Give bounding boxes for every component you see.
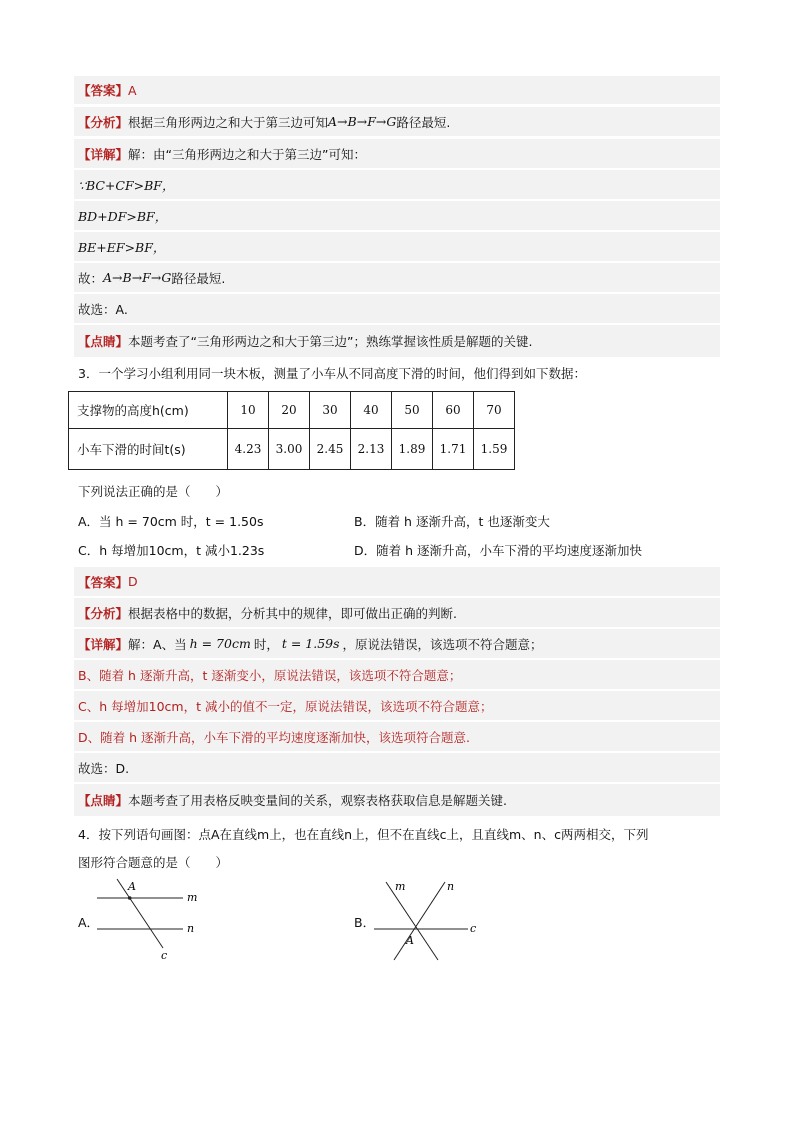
q3-analysis (74, 598, 720, 629)
q3-choice (74, 753, 720, 784)
stem-text: 图形符合题意的是（ ） (78, 855, 229, 870)
conclusion-pre: 故： (78, 270, 104, 286)
analysis-tag: 【分析】 (78, 605, 129, 621)
label-a: A (406, 934, 414, 947)
comment-text: 本题考查了用表格反映变量间的关系，观察表格获取信息是解题关键. (128, 793, 507, 808)
detail-tag: 【详解】 (78, 146, 129, 162)
q3-detail-d (74, 722, 720, 753)
q2-comment (74, 325, 720, 357)
detail-text: 时， (253, 636, 279, 652)
q4-stem-line-1 (74, 820, 720, 848)
label-m: m (395, 880, 406, 893)
detail-text: 解：A、当 (128, 636, 187, 652)
table-row-height (69, 392, 515, 429)
q3-option-b (354, 508, 550, 534)
option-label: A． (78, 915, 100, 930)
option-label: B． (354, 915, 376, 930)
label-c: c (161, 949, 168, 961)
table-cell: 60 (433, 392, 474, 429)
table-header-time: 小车下滑的时间t(s) (69, 429, 228, 470)
conclusion-path: A→B→F→G (103, 270, 172, 285)
q4-stem-line-2 (74, 848, 720, 876)
comment-tag: 【点睛】 (78, 793, 129, 808)
analysis-text: 根据表格中的数据，分析其中的规律，即可做出正确的判断. (128, 605, 457, 621)
q2-conclusion (74, 263, 720, 294)
q2-inequality-2 (74, 201, 720, 232)
choice-text: 故选：D. (78, 760, 130, 776)
q2-choice (74, 294, 720, 325)
option-text: A．当 h = 70cm 时，t = 1.50s (78, 514, 264, 529)
q2-inequality-3 (74, 232, 720, 263)
line-n (394, 882, 445, 960)
table-cell: 1.59 (474, 429, 515, 470)
q2-detail (74, 139, 720, 170)
line-c (117, 879, 163, 948)
q3-detail-c (74, 691, 720, 722)
table-cell: 2.45 (310, 429, 351, 470)
table-header-height: 支撑物的高度h(cm) (69, 392, 228, 429)
choice-text: 故选：A. (78, 301, 128, 317)
q3-detail (74, 629, 720, 660)
inequality-text: BE+EF>BF， (78, 239, 166, 255)
q3-option-a (78, 508, 263, 534)
label-n: n (447, 880, 455, 893)
detail-t-eq: t = 1.59s (281, 636, 340, 651)
label-c: c (470, 922, 477, 935)
table-cell: 70 (474, 392, 515, 429)
table-cell: 30 (310, 392, 351, 429)
answer-value: A (128, 82, 137, 98)
q3-detail-b (74, 660, 720, 691)
q2-inequality-1 (74, 170, 720, 201)
detail-text: 解：由“三角形两边之和大于第三边”可知： (128, 146, 366, 162)
table-cell: 3.00 (269, 429, 310, 470)
option-text: B．随着 h 逐渐升高，t 也逐渐变大 (354, 514, 550, 529)
analysis-tag: 【分析】 (78, 114, 129, 130)
q2-answer (74, 76, 720, 106)
q3-comment (74, 784, 720, 816)
table-cell: 1.71 (433, 429, 474, 470)
answer-tag: 【答案】 (78, 574, 129, 590)
q4-figure-a (95, 876, 205, 961)
option-text: D．随着 h 逐渐升高，小车下滑的平均速度逐渐加快 (354, 543, 642, 558)
table-cell: 50 (392, 392, 433, 429)
detail-text: ，原说法错误，该选项不符合题意； (342, 636, 543, 652)
table-cell: 4.23 (228, 429, 269, 470)
conclusion-post: 路径最短. (171, 270, 226, 286)
table-cell: 20 (269, 392, 310, 429)
stem-text: 4．按下列语句画图：点A在直线m上，也在直线n上，但不在直线c上，且直线m、n、c两两相交，下列 (78, 827, 649, 842)
option-text: C．h 每增加10cm，t 减小1.23s (78, 543, 265, 558)
table-cell: 10 (228, 392, 269, 429)
q3-data-table (68, 391, 515, 470)
detail-h-eq: h = 70cm (189, 636, 251, 651)
q3-option-d (354, 537, 642, 563)
label-n: n (187, 922, 195, 935)
answer-tag: 【答案】 (78, 83, 129, 98)
analysis-path: A→B→F→G (328, 114, 397, 129)
table-cell: 1.89 (392, 429, 433, 470)
table-row-time (69, 429, 515, 470)
table-cell: 40 (351, 392, 392, 429)
detail-line: B、随着 h 逐渐升高，t 逐渐变小，原说法错误，该选项不符合题意； (78, 667, 462, 683)
q3-answer (74, 567, 720, 598)
table-cell: 2.13 (351, 429, 392, 470)
label-a: A (128, 880, 136, 893)
point-a (128, 896, 132, 900)
answer-value: D (128, 574, 138, 589)
q3-option-c (78, 537, 264, 563)
comment-tag: 【点睛】 (78, 334, 129, 349)
detail-line: C、h 每增加10cm，t 减小的值不一定，原说法错误，该选项不符合题意； (78, 698, 493, 714)
line-m (386, 882, 438, 960)
stem-text: 3．一个学习小组利用同一块木板，测量了小车从不同高度下滑的时间，他们得到如下数据： (78, 366, 586, 381)
analysis-text-end: 路径最短. (396, 114, 451, 130)
comment-text: 本题考查了“三角形两边之和大于第三边”；熟练掌握该性质是解题的关键. (128, 334, 533, 349)
q3-stem (74, 358, 720, 388)
inequality-text: ∵BC+CF>BF， (78, 177, 175, 193)
detail-line: D、随着 h 逐渐升高，小车下滑的平均速度逐渐加快，该选项符合题意. (78, 729, 470, 745)
q4-figure-b (370, 876, 485, 964)
detail-tag: 【详解】 (78, 636, 129, 652)
inequality-text: BD+DF>BF， (78, 208, 168, 224)
label-m: m (187, 891, 198, 904)
q3-question (74, 476, 720, 506)
analysis-text: 根据三角形两边之和大于第三边可知 (128, 114, 329, 130)
q2-analysis (74, 107, 720, 138)
question-text: 下列说法正确的是（ ） (78, 484, 229, 499)
